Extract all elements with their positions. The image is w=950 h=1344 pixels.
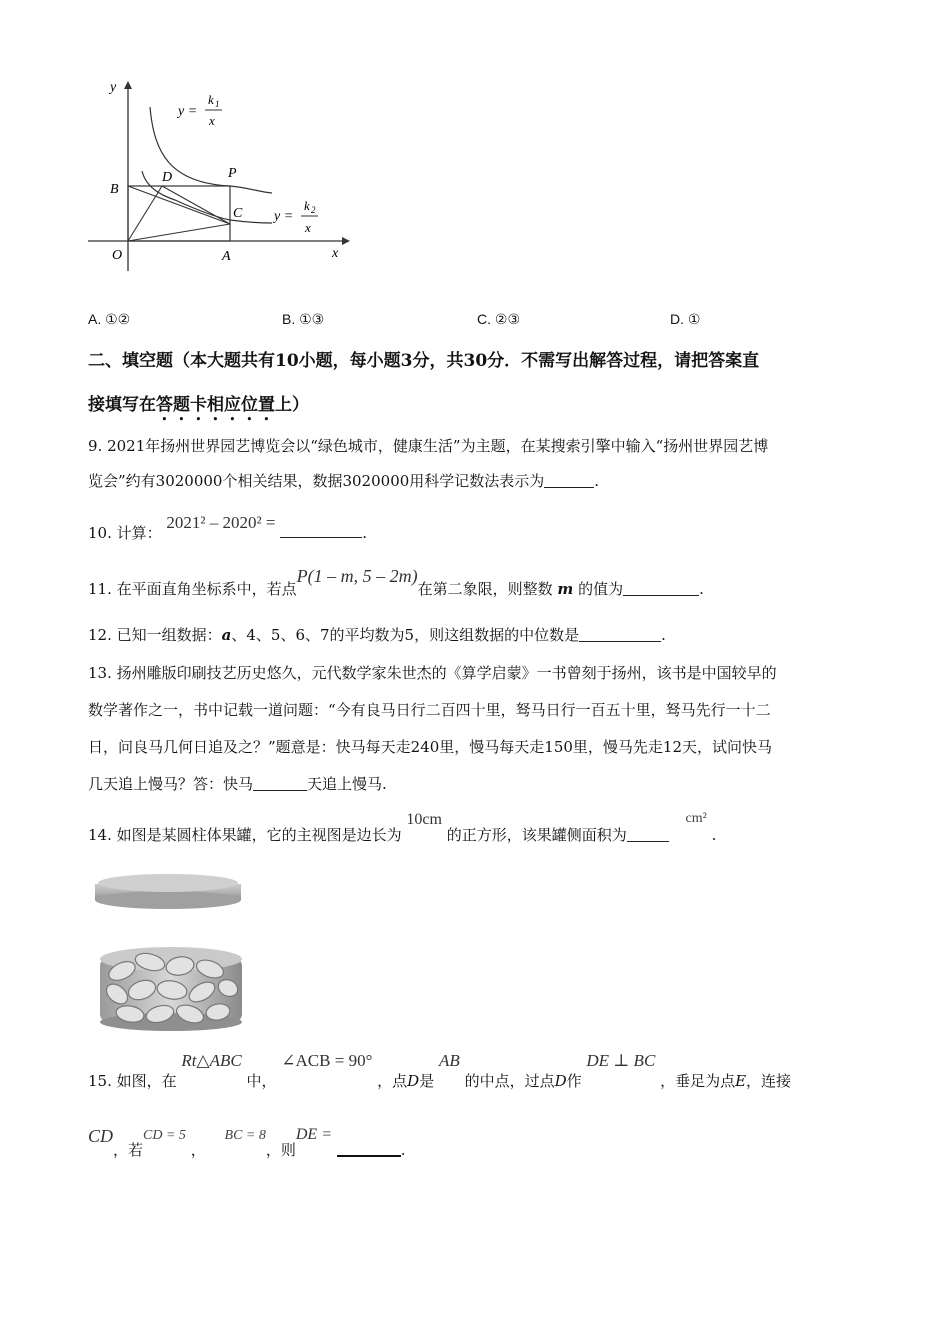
label-P: P [228,166,237,181]
label-y: y [110,80,117,95]
q15-expr-bc8: BC = 8 [224,1128,266,1143]
q15-expr-cd: CD [88,1126,114,1146]
section-heading-line1: 二、填空题（本大题共有10小题，每小题3分，共30分．不需写出解答过程，请把答案直 [88,351,760,371]
q14-answer-blank[interactable] [627,827,669,842]
q11-end: . [699,580,704,598]
curve1-sub: 1 [215,99,220,109]
label-x: x [332,246,339,261]
label-O: O [112,248,123,263]
option-a: A. ①② [88,311,131,327]
q13-answer-blank[interactable] [253,776,307,791]
segment-OC [128,224,230,241]
q15-line1 [88,1050,791,1092]
q11-label: 11. 在平面直角坐标系中，若点 [88,580,297,598]
q15-var-d2: D [554,1072,567,1090]
q15-t4: 的中点，过点 [464,1072,555,1090]
label-A: A [222,249,231,264]
q12-answer-blank[interactable] [579,627,661,642]
q15-line2 [88,1124,406,1161]
q15-l2-t2: ， [190,1141,206,1159]
q15-t2: ，点 [377,1072,408,1090]
q12-line [88,624,666,646]
q15-expr-de: DE = [295,1126,332,1143]
label-B: B [110,182,119,197]
label-C: C [233,206,243,221]
q9-text: 览会”约有3020000个相关结果，数据3020000用科学记数法表示为 [88,472,545,490]
option-c: C. ②③ [477,311,520,327]
q15-expr-cd5: CD = 5 [143,1128,186,1143]
curve2-den: x [305,220,311,235]
q12-label: 12. 已知一组数据： [88,626,222,644]
curve1-den: x [209,113,215,128]
q9-end: . [594,472,600,490]
y-axis-arrow [124,81,132,89]
hyperbola-rectangle-figure [80,75,360,275]
q13-line2: 数学著作之一，书中记载一道问题：“今有良马日行二百四十里，驽马日行一百五十里，驽马先行一十二 [88,701,771,719]
q13-line4 [88,773,387,795]
q10-end: . [362,524,367,542]
q11-rest2: 的值为 [578,580,624,598]
q15-t1: 中， [246,1072,277,1090]
q15-answer-blank[interactable] [337,1141,401,1157]
q9-line2 [88,470,599,492]
q14-unit: cm² [685,811,707,826]
section-heading-line2 [88,390,309,425]
q11-answer-blank[interactable] [623,581,699,596]
q15-t3: 是 [419,1072,435,1090]
q13-line3: 日，问良马几何日追及之？”题意是：快马每天走240里，慢马每天走150里，慢马先走12天，试问快马 [88,738,773,756]
q15-var-d: D [407,1072,420,1090]
q11-var: m [557,580,574,598]
curve2-num: k [304,198,310,213]
q14-rest: 的正方形，该果罐侧面积为 [446,826,627,844]
curve2-sub: 2 [311,205,316,215]
q9-answer-blank[interactable] [544,473,594,488]
q14-end: . [711,826,717,844]
jar-body [100,947,242,1031]
q14-expression: 10cm [406,811,442,828]
q15-var-e: E [735,1072,747,1090]
q10-answer-blank[interactable] [280,523,362,538]
q14-label: 14. 如图是某圆柱体果罐，它的主视图是边长为 [88,826,402,844]
q13-line4b: 天追上慢马. [307,775,387,793]
q10-expression: 2021² – 2020² = [166,513,276,532]
q15-t5: 作 [566,1072,582,1090]
q10-label: 10. 计算： [88,524,162,542]
option-d: D. ① [670,311,701,327]
option-b: B. ①③ [282,311,325,327]
q14-line [88,808,716,846]
q15-t7: ，连接 [746,1072,792,1090]
q15-expr-perp: DE ⊥ BC [586,1051,656,1070]
curve1-num: k [208,92,214,107]
q15-l2-t3: ，则 [265,1141,296,1159]
q15-t6: ，垂足为点 [660,1072,736,1090]
segment-OD [128,186,162,241]
segment-BC [128,186,230,224]
jar-lid [95,874,241,909]
curve2-lhs: y = [274,209,294,224]
curve1-lhs: y = [178,104,198,119]
q12-rest: 、4、5、6、7的平均数为5，则这组数据的中位数是 [231,626,580,644]
q10-line [88,512,367,544]
q15-expr-ab: AB [439,1051,460,1070]
q15-l2-t1: ，若 [113,1141,144,1159]
q12-end: . [661,626,666,644]
q13-line1: 13. 扬州雕版印刷技艺历史悠久，元代数学家朱世杰的《算学启蒙》一书曾刻于扬州，该书是中国较早的 [88,664,777,682]
q11-line [88,565,704,600]
label-D: D [162,170,173,185]
q13-line4a: 几天追上慢马？答：快马 [88,775,254,793]
q9-line1: 9. 2021年扬州世界园艺博览会以“绿色城市，健康生活”为主题，在某搜索引擎中输入“扬州世界园艺博 [88,437,769,455]
fruit-jar-image [92,866,252,1036]
q11-expression: P(1 – m, 5 – 2m) [296,566,418,586]
section-heading-emphasis: 答题卡相应位置 [156,395,275,415]
q15-expr-rt-abc: Rt△ABC [181,1051,242,1070]
section-heading-line2-a: 接填写在 [88,395,156,415]
q15-label: 15. 如图，在 [88,1072,177,1090]
q11-rest: 在第二象限，则整数 [417,580,553,598]
q15-expr-angle: ∠ACB = 90° [281,1051,373,1070]
q12-var: a [221,626,232,644]
segment-DC [162,186,230,224]
section-heading-line2-b: 上） [275,395,309,415]
q15-l2-end: . [400,1141,406,1159]
x-axis-arrow [342,237,350,245]
